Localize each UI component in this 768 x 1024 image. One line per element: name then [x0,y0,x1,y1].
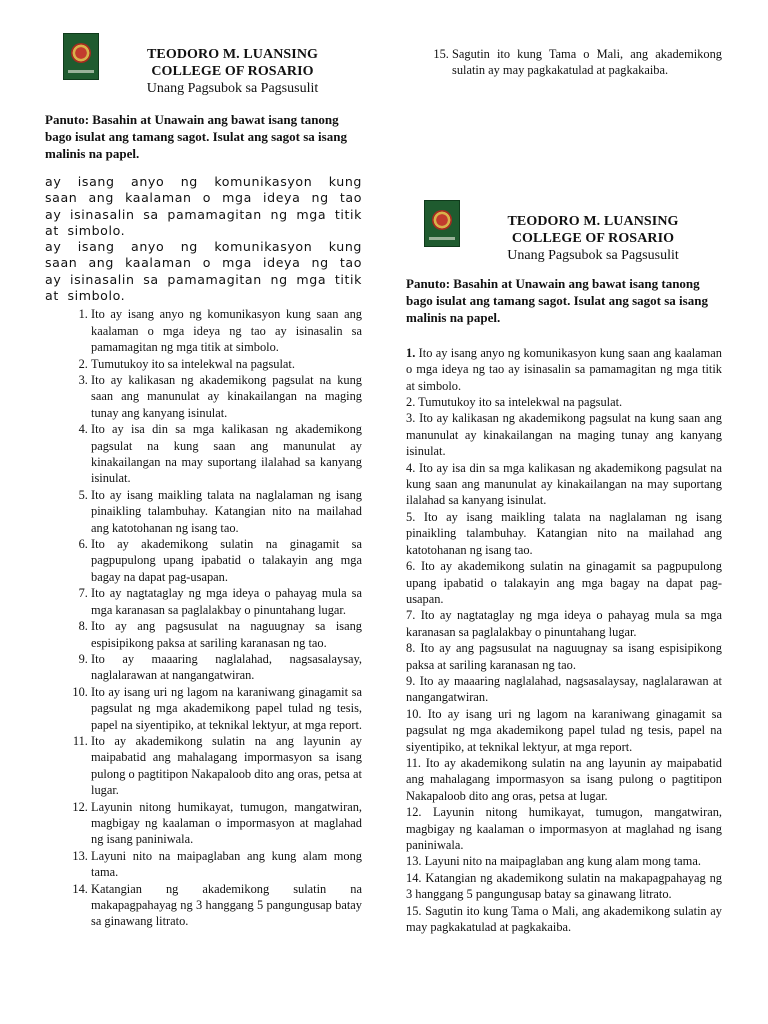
item-text: Sagutin ito kung Tama o Mali, ang akademikong sulatin ay may pagkakatulad at pagkakaiba. [406,903,722,935]
item-text: Ito ay ang pagsusulat na naguugnay sa isang espisipikong paksa at sariling karanasan ng tao. [406,641,722,672]
item-text: Layunin nitong humikayat, tumugon, mangatwiran, magbigay ng kaalaman o impormasyon at maglahad ng isang paniniwala. [406,805,722,852]
question-list-left-continued [406,46,722,79]
left-column [45,30,362,930]
school-logo-icon [424,200,460,247]
exam-subtitle: Unang Pagsubok sa Pagsusulit [507,247,679,263]
list-item [406,460,722,509]
logo-motto-strip [68,70,94,73]
school-name-line1: TEODORO M. LUANSING [146,47,319,62]
list-item: 4. Ito ay isa din sa mga kalikasan ng akademikong pagsulat na kung saan ang manunulat ay kinakailangan na may suportang ilalahad sa kanyang isinulat. [91,421,362,487]
item-number: 12. [406,805,422,820]
item-text: Ito ay isa din sa mga kalikasan ng akademikong pagsulat na kung saan ang manunulat ay kinakailangan na may suportang ilalahad sa kanyang isinulat. [406,460,722,508]
school-logo-icon [63,33,99,80]
item-number: 3. [406,411,416,426]
list-item [406,345,722,394]
item-text: Katangian ng akademikong sulatin na makapagpahayag ng 3 hanggang 5 pangungusap batay sa ginawang litrato. [406,870,722,902]
item-text: Ito ay isang uri ng lagom na karaniwang ginagamit sa pagsulat ng mga akademikong papel tulad ng tesis, papel na siyentipiko, at teknikal lektyur, at mga report. [406,706,722,754]
item-text: Ito ay isang anyo ng komunikasyon kung saan ang kaalaman o mga ideya ng tao ay isinasalin sa pamamagitan ng mga titik at simbolo. [406,345,722,393]
instructions-2: Panuto: Basahin at Unawain ang bawat isang tanong bago isulat ang tamang sagot. Isulat ang sagot sa isang malinis na papel. [406,275,708,325]
item-number: 6. [406,559,416,574]
seal-emblem [71,43,91,63]
list-item [406,755,722,804]
item-number: 10. [406,706,422,721]
question-list-right [406,345,722,936]
list-item [406,804,722,853]
item-number: 5. [406,509,416,524]
intro-text [45,174,362,304]
item-text: Layuni nito na maipaglaban ang kung alam mong tama. [424,854,701,869]
list-item: 11. Ito ay akademikong sulatin na ang layunin ay maipabatid ang mahalagang impormasyon sa isang pulong o pagtitipon Nakapaloob dito ang oras, petsa at lugar. [91,733,362,799]
item-number: 1. [406,345,416,360]
item-number: 7. [406,608,416,623]
logo-motto-strip [429,237,455,240]
list-item [406,410,722,459]
list-item [406,673,722,706]
item-number: 13. [406,854,422,869]
list-item [406,394,722,410]
list-item [406,558,722,607]
header-text [464,213,722,264]
item-text: Ito ay akademikong sulatin na ginagamit sa pagpupulong upang ipabatid o talakayin ang mga bagay na dapat pag-usapan. [406,559,722,606]
list-item [406,607,722,640]
list-item: 13. Layuni nito na maipaglaban ang kung alam mong tama. [91,848,362,881]
item-number: 15. [406,903,422,918]
item-number: 14. [406,870,422,885]
item-text: Ito ay nagtataglay ng mga ideya o pahayag mula sa mga karanasan sa paglalakbay o pinuntahang lugar. [406,608,722,639]
seal-emblem [432,210,452,230]
item-text: Ito ay isang maikling talata na naglalaman ng isang pinaikling talambuhay. Katangian nito na mailahad ang katotohanan ng isang tao. [406,509,722,557]
question-list-left [45,306,362,929]
item-number: 4. [406,460,416,475]
list-item: 3. Ito ay kalikasan ng akademikong pagsulat na kung saan ang manunulat ay kinakailangan na maging tunay ang kanyang isinulat. [91,372,362,421]
right-column [406,46,722,935]
item-number: 2. [406,395,416,410]
item-text: Ito ay kalikasan ng akademikong pagsulat na kung saan ang manunulat ay kinakailangan na maging tunay ang kanyang isinulat. [406,411,722,459]
header-text [103,46,362,97]
list-item: 15. Sagutin ito kung Tama o Mali, ang akademikong sulatin ay may pagkakatulad at pagkakaiba. [452,46,722,79]
list-item: 1. Ito ay isang anyo ng komunikasyon kung saan ang kaalaman o mga ideya ng tao ay isinasalin sa pamamagitan ng mga titik at simbolo. [91,306,362,355]
list-item [406,509,722,558]
item-text: Ito ay akademikong sulatin na ang layunin ay maipabatid ang mahalagang impormasyon sa isang pulong o pagtitipon Nakapaloob dito ang oras, petsa at lugar. [406,755,722,803]
list-item: 12. Layunin nitong humikayat, tumugon, mangatwiran, magbigay ng kaalaman o impormasyon at maglahad ng isang paniniwala. [91,799,362,848]
intro-paragraph-2: ay isang anyo ng komunikasyon kung saan ang kaalaman o mga ideya ng tao ay isinasalin sa pamamagitan ng mga titik at simbolo. [45,239,362,304]
school-name-line2: COLLEGE OF ROSARIO [151,64,314,79]
list-item [406,640,722,673]
list-item: 10. Ito ay isang uri ng lagom na karaniwang ginagamit sa pagsulat ng mga akademikong papel tulad ng tesis, papel na siyentipiko, at teknikal lektyur, at mga report. [91,684,362,733]
list-item: 2. Tumutukoy ito sa intelekwal na pagsulat. [91,356,362,372]
item-number: 11. [406,755,422,770]
list-item [406,706,722,755]
list-item: 5. Ito ay isang maikling talata na naglalaman ng isang pinaikling talambuhay. Katangian nito na mailahad ang katotohanan ng isang tao. [91,487,362,536]
intro-paragraph-1: ay isang anyo ng komunikasyon kung saan ang kaalaman o mga ideya ng tao ay isinasalin sa pamamagitan ng mga titik at simbolo. [45,174,362,238]
list-item: 14. Katangian ng akademikong sulatin na makapagpahayag ng 3 hanggang 5 pangungusap batay sa ginawang litrato. [91,881,362,930]
list-item [406,903,722,936]
list-item: 6. Ito ay akademikong sulatin na ginagamit sa pagpupulong upang ipabatid o talakayin ang mga bagay na dapat pag-usapan. [91,536,362,585]
exam-subtitle: Unang Pagsubok sa Pagsusulit [146,81,319,96]
item-text: Ito ay maaaring naglalahad, nagsasalaysay, naglalarawan at nangangatwiran. [406,673,722,705]
school-header [45,30,362,96]
item-text: Tumutukoy ito sa intelekwal na pagsulat. [418,395,623,410]
instructions: Panuto: Basahin at Unawain ang bawat isang tanong bago isulat ang tamang sagot. Isulat ang sagot sa isang malinis na papel. [45,112,347,161]
school-header-2 [406,197,722,263]
item-number: 8. [406,641,416,656]
school-name-line2: COLLEGE OF ROSARIO [511,230,675,246]
list-item: 8. Ito ay ang pagsusulat na naguugnay sa isang espisipikong paksa at sariling karanasan ng tao. [91,618,362,651]
list-item: 9. Ito ay maaaring naglalahad, nagsasalaysay, naglalarawan at nangangatwiran. [91,651,362,684]
list-item [406,870,722,903]
list-item [406,853,722,869]
list-item: 7. Ito ay nagtataglay ng mga ideya o pahayag mula sa mga karanasan sa paglalakbay o pinuntahang lugar. [91,585,362,618]
item-number: 9. [406,673,416,688]
school-name-line1: TEODORO M. LUANSING [507,213,679,229]
